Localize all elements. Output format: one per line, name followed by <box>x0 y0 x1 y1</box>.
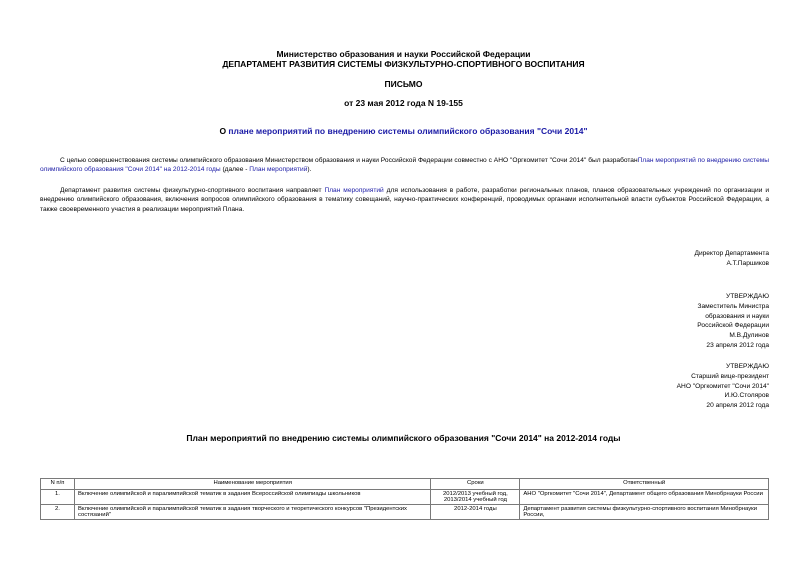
approval-1-name: М.В.Дулинов <box>729 332 769 340</box>
p2-start: Департамент развития системы физкультурно-спортивного воспитания направляет <box>60 187 325 194</box>
approval-2-line-1: Старший вице-президент <box>691 372 769 380</box>
plan-title: План мероприятий по внедрению системы олимпийского образования "Сочи 2014" на 2012-2014 годы <box>186 433 621 443</box>
approval-1-date: 23 апреля 2012 года <box>706 341 769 349</box>
document-date: от 23 мая 2012 года N 19-155 <box>344 98 463 108</box>
approval-1-line-3: Российской Федерации <box>697 322 769 330</box>
header-event: Наименование мероприятия <box>74 479 430 490</box>
signature-name: А.Т.Паршиков <box>726 259 769 267</box>
row-responsible: Департамент развития системы физкультурно-спортивного воспитания Минобрнауки России, <box>520 505 769 520</box>
row-term-line-1: 2012/2013 учебный год, <box>443 491 508 497</box>
body-paragraph-2 <box>40 186 769 214</box>
table-header-row <box>41 479 769 490</box>
row-num: 1. <box>41 490 75 505</box>
document-type: ПИСЬМО <box>384 79 423 89</box>
p1-mid: (далее - <box>220 166 250 174</box>
row-event: Включение олимпийской и паралимпийской тематик в задания Всероссийской олимпиады школьников <box>74 490 430 505</box>
approval-block-1 <box>697 292 769 351</box>
approval-1-line-2: образования и науки <box>705 312 769 320</box>
approval-2-line-2: АНО "Оргкомитет "Сочи 2014" <box>676 382 769 390</box>
table-row <box>41 490 769 505</box>
row-term <box>431 505 520 520</box>
p1-end: ). <box>307 166 312 174</box>
header-term: Сроки <box>431 479 520 490</box>
row-term <box>431 490 520 505</box>
subject-link[interactable]: плане мероприятий по внедрению системы олимпийского образования "Сочи 2014" <box>228 126 588 136</box>
row-term-line-2: 2013/2014 учебный год <box>443 497 507 503</box>
approval-1-line-1: Заместитель Министра <box>697 302 769 310</box>
p2-end: для использования в работе, разработки региональных планов, планов образовательных учреждений по организации и внедрению олимпийского образования, включения вопросов олимпийского образования в тематику совещаний, научно-практических конференций, проводимых органами исполнительной власти субъектов Российской Федерации, а также своевременного участия в реализации мероприятий Плана. <box>40 187 770 213</box>
ministry-name: Министерство образования и науки Российской Федерации <box>276 49 531 59</box>
plan-link-3[interactable]: План мероприятий <box>324 187 384 194</box>
department-name: ДЕПАРТАМЕНТ РАЗВИТИЯ СИСТЕМЫ ФИЗКУЛЬТУРНО-СПОРТИВНОГО ВОСПИТАНИЯ <box>222 59 585 69</box>
approval-2-name: И.Ю.Столяров <box>724 392 769 400</box>
table-row <box>41 505 769 520</box>
approval-2-title: УТВЕРЖДАЮ <box>726 363 769 370</box>
row-term-line-1: 2012-2014 годы <box>454 506 497 512</box>
body-paragraph-1 <box>40 156 769 175</box>
approval-2-date: 20 апреля 2012 года <box>706 402 769 410</box>
document-subject <box>0 126 807 136</box>
row-num: 2. <box>41 505 75 520</box>
approval-block-2 <box>677 362 769 411</box>
plan-table <box>40 478 769 520</box>
header-responsible: Ответственный <box>520 479 769 490</box>
subject-prefix: О <box>219 126 229 136</box>
approval-1-title: УТВЕРЖДАЮ <box>726 293 769 300</box>
plan-link-2[interactable]: План мероприятий <box>249 166 308 174</box>
p1-text: С целью совершенствования системы олимпийского образования Министерством образования и науки Российской Федерации совместно с АНО "Оргкомитет "Сочи 2014" был разработан <box>60 157 638 164</box>
signature-position: Директор Департамента <box>694 250 769 257</box>
row-event: Включение олимпийской и паралимпийской тематик в задания творческого и теоретического конкурсов "Президентских состязаний" <box>74 505 430 520</box>
header-num: N п/п <box>41 479 75 490</box>
signature-block <box>694 249 769 269</box>
row-responsible: АНО "Оргкомитет "Сочи 2014", Департамент общего образования Минобрнауки России <box>520 490 769 505</box>
plan-link-1[interactable]: План мероприятий по внедрению системы олимпийского образования "Сочи 2014" на 2012-2014 годы <box>40 157 770 174</box>
